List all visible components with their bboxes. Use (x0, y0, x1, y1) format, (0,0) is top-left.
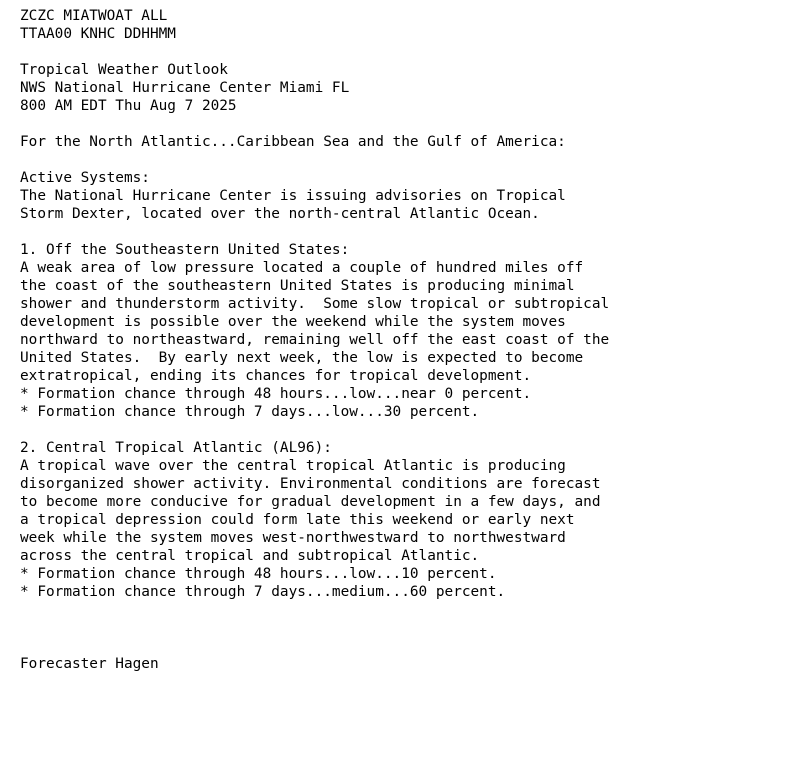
product-header-line: ZCZC MIATWOAT ALL (20, 8, 168, 24)
outlook-2-chance-48h: * Formation chance through 48 hours...low...10 percent. (20, 566, 497, 582)
outlook-1-chance-48h: * Formation chance through 48 hours...low...near 0 percent. (20, 386, 532, 402)
wmo-header-line: TTAA00 KNHC DDHHMM (20, 26, 176, 42)
blank-line (20, 421, 790, 439)
outlook-1-text-line: the coast of the southeastern United States is producing minimal (20, 278, 575, 294)
blank-line (20, 43, 790, 61)
outlook-1-text-line: northward to northeastward, remaining well off the east coast of the (20, 332, 610, 348)
blank-line (20, 619, 790, 637)
outlook-2-text-line: to become more conducive for gradual development in a few days, and (20, 494, 601, 510)
outlook-1-text-line: United States. By early next week, the low is expected to become (20, 350, 584, 366)
active-systems-text-line: The National Hurricane Center is issuing advisories on Tropical (20, 188, 566, 204)
active-systems-text-line: Storm Dexter, located over the north-central Atlantic Ocean. (20, 206, 540, 222)
blank-line (20, 151, 790, 169)
outlook-document (20, 7, 790, 673)
outlook-1-heading: 1. Off the Southeastern United States: (20, 242, 350, 258)
outlook-1-text-line: extratropical, ending its chances for tropical development. (20, 368, 532, 384)
outlook-2-text-line: a tropical depression could form late this weekend or early next (20, 512, 575, 528)
region-line: For the North Atlantic...Caribbean Sea and the Gulf of America: (20, 134, 566, 150)
outlook-2-chance-7d: * Formation chance through 7 days...medium...60 percent. (20, 584, 506, 600)
outlook-1-text-line: shower and thunderstorm activity. Some slow tropical or subtropical (20, 296, 610, 312)
blank-line (20, 601, 790, 619)
blank-line (20, 115, 790, 133)
issue-time: 800 AM EDT Thu Aug 7 2025 (20, 98, 237, 114)
outlook-2-text-line: A tropical wave over the central tropical Atlantic is producing (20, 458, 566, 474)
issuing-office: NWS National Hurricane Center Miami FL (20, 80, 350, 96)
outlook-2-text-line: across the central tropical and subtropical Atlantic. (20, 548, 480, 564)
document-title: Tropical Weather Outlook (20, 62, 228, 78)
blank-line (20, 223, 790, 241)
forecaster-signature: Forecaster Hagen (20, 656, 159, 672)
active-systems-heading: Active Systems: (20, 170, 150, 186)
outlook-2-heading: 2. Central Tropical Atlantic (AL96): (20, 440, 332, 456)
outlook-1-text-line: development is possible over the weekend while the system moves (20, 314, 566, 330)
outlook-2-text-line: week while the system moves west-northwestward to northwestward (20, 530, 566, 546)
outlook-2-text-line: disorganized shower activity. Environmental conditions are forecast (20, 476, 601, 492)
outlook-1-text-line: A weak area of low pressure located a couple of hundred miles off (20, 260, 584, 276)
outlook-1-chance-7d: * Formation chance through 7 days...low...30 percent. (20, 404, 480, 420)
blank-line (20, 637, 790, 655)
